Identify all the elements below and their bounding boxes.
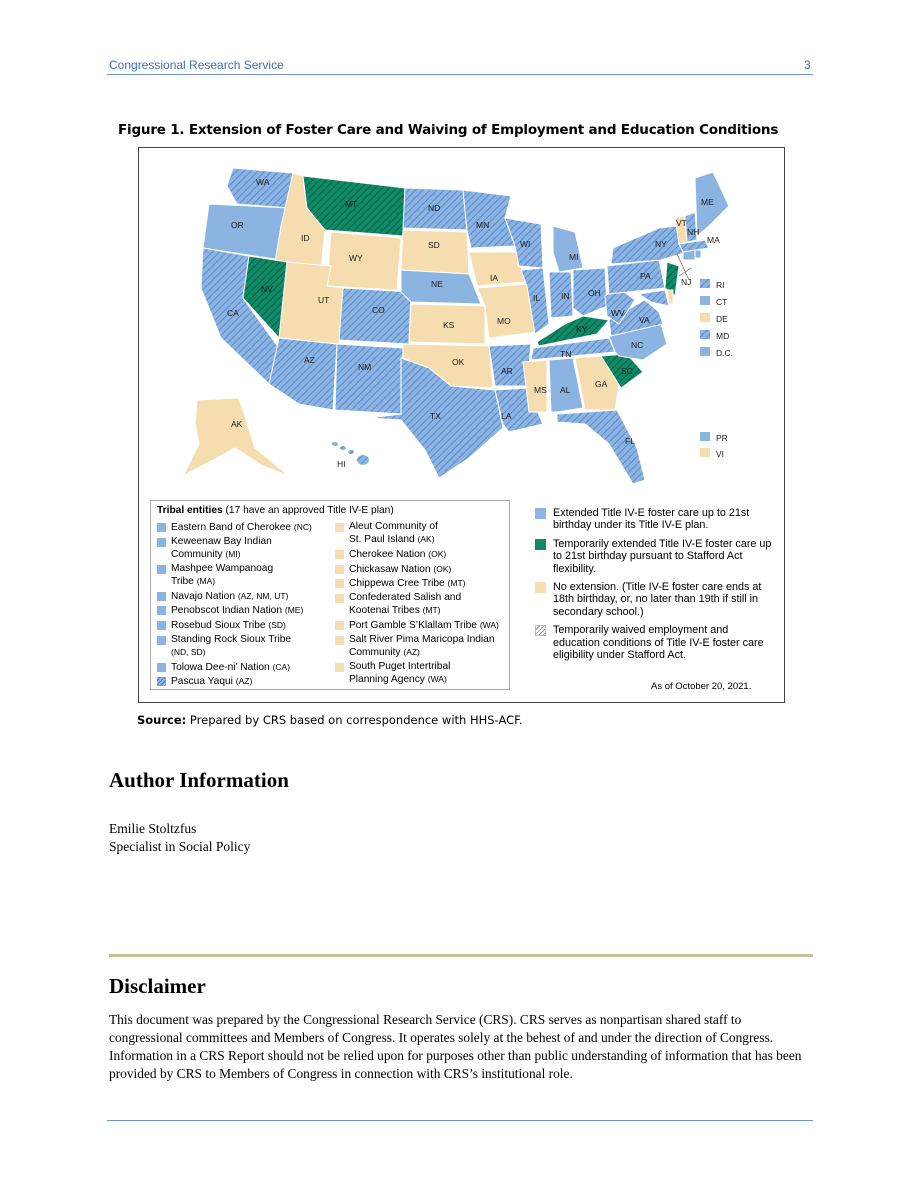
label-oh: OH bbox=[588, 288, 601, 298]
page-number: 3 bbox=[804, 58, 811, 72]
label-vt: VT bbox=[676, 218, 687, 228]
tribal-item: Penobscot Indian Nation (ME) bbox=[157, 604, 337, 617]
label-va: VA bbox=[639, 315, 650, 325]
legend-swatch bbox=[535, 539, 546, 550]
tribal-item: Rosebud Sioux Tribe (SD) bbox=[157, 619, 337, 632]
as-of-date: As of October 20, 2021. bbox=[651, 681, 752, 692]
label-wa: WA bbox=[256, 177, 270, 187]
state-fl bbox=[557, 410, 645, 484]
state-mi bbox=[553, 226, 583, 272]
tribal-item: Port Gamble S’Klallam Tribe (WA) bbox=[335, 619, 507, 632]
label-ny: NY bbox=[655, 239, 667, 249]
label-ga: GA bbox=[595, 379, 608, 389]
label-nd: ND bbox=[428, 203, 441, 213]
label-wi: WI bbox=[520, 239, 531, 249]
tribal-col-left bbox=[157, 521, 337, 690]
label-az: AZ bbox=[304, 355, 315, 365]
label-mi: MI bbox=[569, 252, 579, 262]
legend-swatch bbox=[535, 582, 546, 593]
label-sc: SC bbox=[621, 366, 633, 376]
label-ar: AR bbox=[501, 366, 513, 376]
legend-item-extended: Extended Title IV-E foster care up to 21st birthday under its Title IV-E plan. bbox=[535, 507, 775, 532]
label-mn: MN bbox=[476, 220, 490, 230]
label-ri: RI bbox=[716, 280, 725, 290]
label-ky: KY bbox=[576, 324, 588, 334]
state-ak bbox=[183, 398, 289, 476]
disclaimer-text: This document was prepared by the Congressional Research Service (CRS). CRS serves as nonpartisan shared staff to congressional committees and Members of Congress. It operates solely at the behest of and under the direction of Congress. Information in a CRS Report should not be relied upon for purposes other than public understanding of information that has been provided by CRS to Members of Congress in connection with CRS’s institutional role. bbox=[109, 1012, 802, 1081]
author-block bbox=[109, 820, 250, 856]
tribal-item: Keweenaw Bay Indian Community (MI) bbox=[157, 536, 337, 561]
state-nm bbox=[335, 344, 403, 414]
label-ut: UT bbox=[318, 295, 330, 305]
label-wv: WV bbox=[611, 308, 625, 318]
legend-swatch bbox=[535, 625, 546, 636]
state-ct bbox=[683, 250, 695, 260]
state-co bbox=[339, 288, 411, 344]
label-la: LA bbox=[501, 411, 512, 421]
label-dc: D.C. bbox=[716, 348, 733, 358]
legend-item-none: No extension. (Title IV-E foster care ends at 18th birthday, or, no later than 19th if still in secondary school.) bbox=[535, 581, 775, 618]
state-sd bbox=[401, 230, 469, 274]
state-pa bbox=[607, 260, 665, 294]
us-map bbox=[139, 148, 784, 493]
figure-source: Source: Prepared by CRS based on correspondence with HHS-ACF. bbox=[137, 713, 523, 727]
label-id: ID bbox=[301, 233, 310, 243]
tribal-item: Mashpee Wampanoag Tribe (MA) bbox=[157, 563, 337, 588]
label-ca: CA bbox=[227, 308, 239, 318]
footer-rule bbox=[107, 1120, 813, 1121]
tribal-item: Aleut Community of St. Paul Island (AK) bbox=[335, 521, 507, 546]
tribal-item: Standing Rock Sioux Tribe (ND, SD) bbox=[157, 634, 337, 659]
label-mt: MT bbox=[345, 199, 358, 209]
tribal-legend-title: Tribal entities (17 have an approved Title IV-E plan) bbox=[157, 505, 394, 516]
label-in: IN bbox=[561, 291, 570, 301]
label-or: OR bbox=[231, 220, 244, 230]
legend-item-waived: Temporarily waived employment and education conditions of Title IV-E foster care eligibility under Stafford Act. bbox=[535, 624, 775, 661]
figure-title: Figure 1. Extension of Foster Care and Waiving of Employment and Education Conditions bbox=[118, 122, 779, 138]
label-vi: VI bbox=[716, 449, 725, 459]
label-fl: FL bbox=[625, 436, 635, 446]
label-pr: PR bbox=[716, 433, 728, 443]
tribal-item: South Puget Intertribal Planning Agency (WA) bbox=[335, 661, 507, 686]
section-rule bbox=[109, 954, 813, 957]
label-il: IL bbox=[533, 293, 541, 303]
label-nc: NC bbox=[631, 340, 644, 350]
label-tx: TX bbox=[430, 411, 441, 421]
state-ri bbox=[695, 250, 701, 258]
running-header-title: Congressional Research Service bbox=[109, 58, 284, 72]
label-md: MD bbox=[716, 331, 730, 341]
label-hi: HI bbox=[337, 459, 346, 469]
tribal-item: Chippewa Cree Tribe (MT) bbox=[335, 577, 507, 590]
label-me: ME bbox=[701, 197, 714, 207]
label-ok: OK bbox=[452, 357, 465, 367]
tribal-item: Pascua Yaqui (AZ) bbox=[157, 675, 337, 688]
figure-frame bbox=[138, 147, 785, 703]
label-nv: NV bbox=[261, 284, 273, 294]
label-mo: MO bbox=[497, 316, 511, 326]
map-legend bbox=[535, 507, 775, 667]
state-wy bbox=[327, 232, 401, 290]
author-name: Emilie Stoltzfus bbox=[109, 821, 197, 836]
tribal-item: Chickasaw Nation (OK) bbox=[335, 563, 507, 576]
tribal-item: Cherokee Nation (OK) bbox=[335, 548, 507, 561]
legend-swatch bbox=[535, 508, 546, 519]
tribal-entities-legend bbox=[150, 500, 510, 690]
label-nm: NM bbox=[358, 362, 372, 372]
tribal-item: Salt River Pima Maricopa Indian Community (AZ) bbox=[335, 634, 507, 659]
legend-item-temporary: Temporarily extended Title IV-E foster care up to 21st birthday pursuant to Stafford Act flexibility. bbox=[535, 538, 775, 575]
label-ms: MS bbox=[534, 385, 547, 395]
label-nh: NH bbox=[687, 227, 700, 237]
label-ia: IA bbox=[490, 273, 499, 283]
header-rule bbox=[107, 74, 813, 75]
tribal-item: Navajo Nation (AZ, NM, UT) bbox=[157, 590, 337, 603]
label-al: AL bbox=[560, 385, 571, 395]
author-title: Specialist in Social Policy bbox=[109, 839, 251, 854]
tribal-item: Eastern Band of Cherokee (NC) bbox=[157, 521, 337, 534]
label-ak: AK bbox=[231, 419, 243, 429]
author-heading: Author Information bbox=[109, 768, 289, 792]
label-de: DE bbox=[716, 314, 728, 324]
tribal-item: Confederated Salish and Kootenai Tribes (MT) bbox=[335, 592, 507, 617]
state-wa bbox=[227, 168, 293, 208]
label-pa: PA bbox=[640, 271, 651, 281]
label-sd: SD bbox=[428, 240, 440, 250]
label-nj: NJ bbox=[681, 277, 692, 287]
label-ct: CT bbox=[716, 297, 728, 307]
state-ny bbox=[611, 226, 687, 264]
label-wy: WY bbox=[349, 253, 363, 263]
label-ne: NE bbox=[431, 279, 443, 289]
tribal-item: Tolowa Dee-ni’ Nation (CA) bbox=[157, 661, 337, 674]
state-az bbox=[269, 338, 337, 410]
label-tn: TN bbox=[560, 349, 572, 359]
tribal-col-right bbox=[335, 521, 507, 687]
label-ma: MA bbox=[707, 235, 720, 245]
label-ks: KS bbox=[443, 320, 455, 330]
label-co: CO bbox=[372, 305, 385, 315]
disclaimer-heading: Disclaimer bbox=[109, 974, 206, 998]
